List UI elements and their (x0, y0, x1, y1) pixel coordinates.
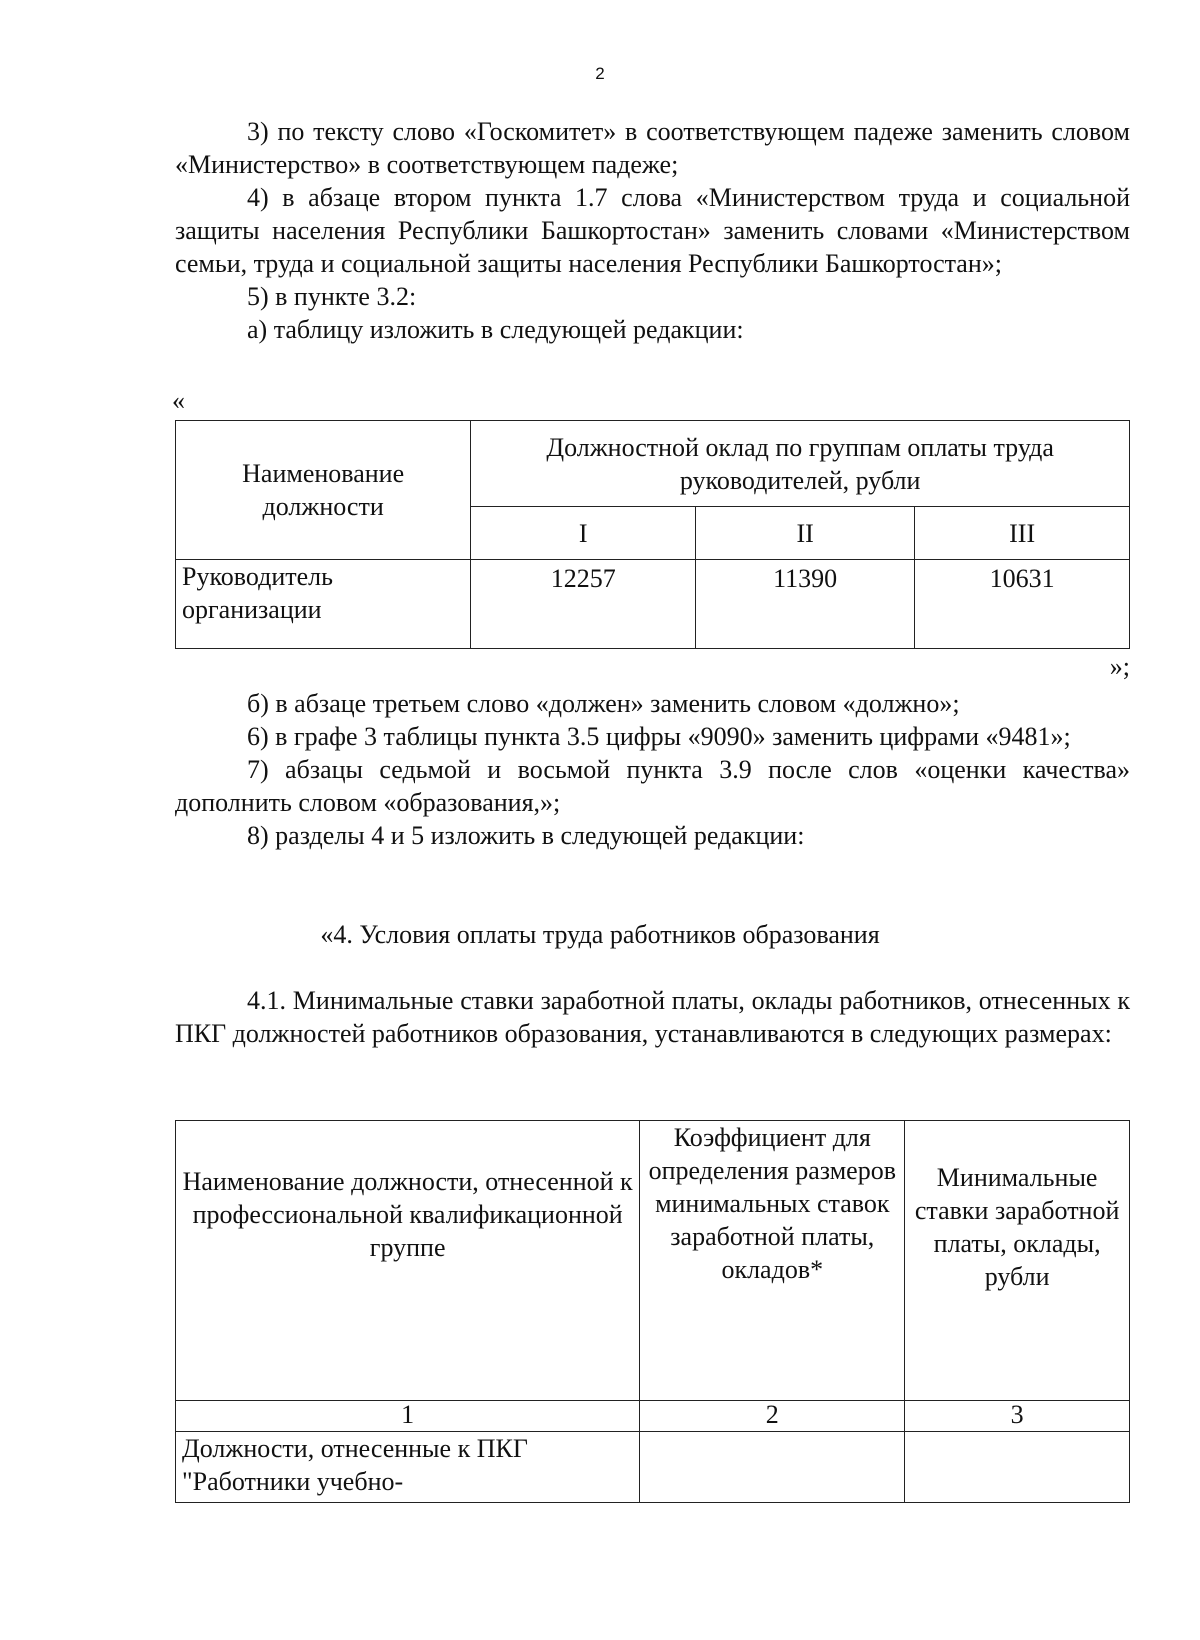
paragraph-6: 6) в графе 3 таблицы пункта 3.5 цифры «9090» заменить цифрами «9481»; (247, 722, 1071, 751)
paragraph-7: 7) абзацы седьмой и восьмой пункта 3.9 после слов «оценки качества» дополнить словом «образования,»; (175, 755, 1130, 817)
group-iii-header: III (915, 507, 1130, 560)
paragraph-5a: а) таблицу изложить в следующей редакции: (247, 315, 744, 344)
col-number-3: 3 (905, 1401, 1130, 1432)
group-row-coefficient (640, 1432, 905, 1503)
group-row-label: Должности, отнесенные к ПКГ "Работники учебно- (176, 1432, 640, 1503)
salary-table (175, 420, 1130, 649)
salary-group-iii: 10631 (915, 560, 1130, 649)
quote-close-mark: »; (1109, 652, 1130, 681)
col3-header: Минимальные ставки заработной платы, оклады, рубли (905, 1121, 1130, 1401)
paragraph-5b: б) в абзаце третьем слово «должен» заменить словом «должно»; (247, 689, 960, 718)
page-number: 2 (595, 64, 605, 83)
col2-header: Коэффициент для определения размеров минимальных ставок заработной платы, окладов* (640, 1121, 905, 1401)
minimum-rates-table (175, 1120, 1130, 1503)
group-i-header: I (471, 507, 696, 560)
paragraph-3: 3) по тексту слово «Госкомитет» в соответствующем падеже заменить словом «Министерство» в соответствующем падеже; (175, 117, 1130, 179)
col1-header: Наименование должности, отнесенной к профессиональной квалификационной группе (176, 1121, 640, 1401)
salary-group-i: 12257 (471, 560, 696, 649)
row-label: Руководитель организации (176, 560, 471, 649)
paragraph-8: 8) разделы 4 и 5 изложить в следующей редакции: (247, 821, 805, 850)
paragraph-4-1: 4.1. Минимальные ставки заработной платы, оклады работников, отнесенных к ПКГ должностей работников образования, устанавливаются в следующих размерах: (175, 986, 1130, 1048)
section-4-1 (175, 984, 1130, 1050)
salary-group-ii: 11390 (696, 560, 915, 649)
position-name-header: Наименование должности (176, 421, 471, 560)
salary-group-header: Должностной оклад по группам оплаты труда руководителей, рубли (471, 421, 1130, 507)
section-heading: «4. Условия оплаты труда работников образования (320, 920, 880, 949)
quote-open-mark: « (172, 386, 185, 415)
table-row (176, 1432, 1130, 1503)
col-number-2: 2 (640, 1401, 905, 1432)
paragraph-5: 5) в пункте 3.2: (247, 282, 417, 311)
amendments-section (175, 687, 1130, 852)
group-ii-header: II (696, 507, 915, 560)
group-row-rate (905, 1432, 1130, 1503)
col-number-1: 1 (176, 1401, 640, 1432)
paragraph-4: 4) в абзаце втором пункта 1.7 слова «Министерством труда и социальной защиты населения Республики Башкортостан» заменить словами «Министерством семьи, труда и социальной защиты населения Республики Башкортостан»; (175, 183, 1130, 278)
intro-section (175, 115, 1130, 346)
table-row (176, 560, 1130, 649)
